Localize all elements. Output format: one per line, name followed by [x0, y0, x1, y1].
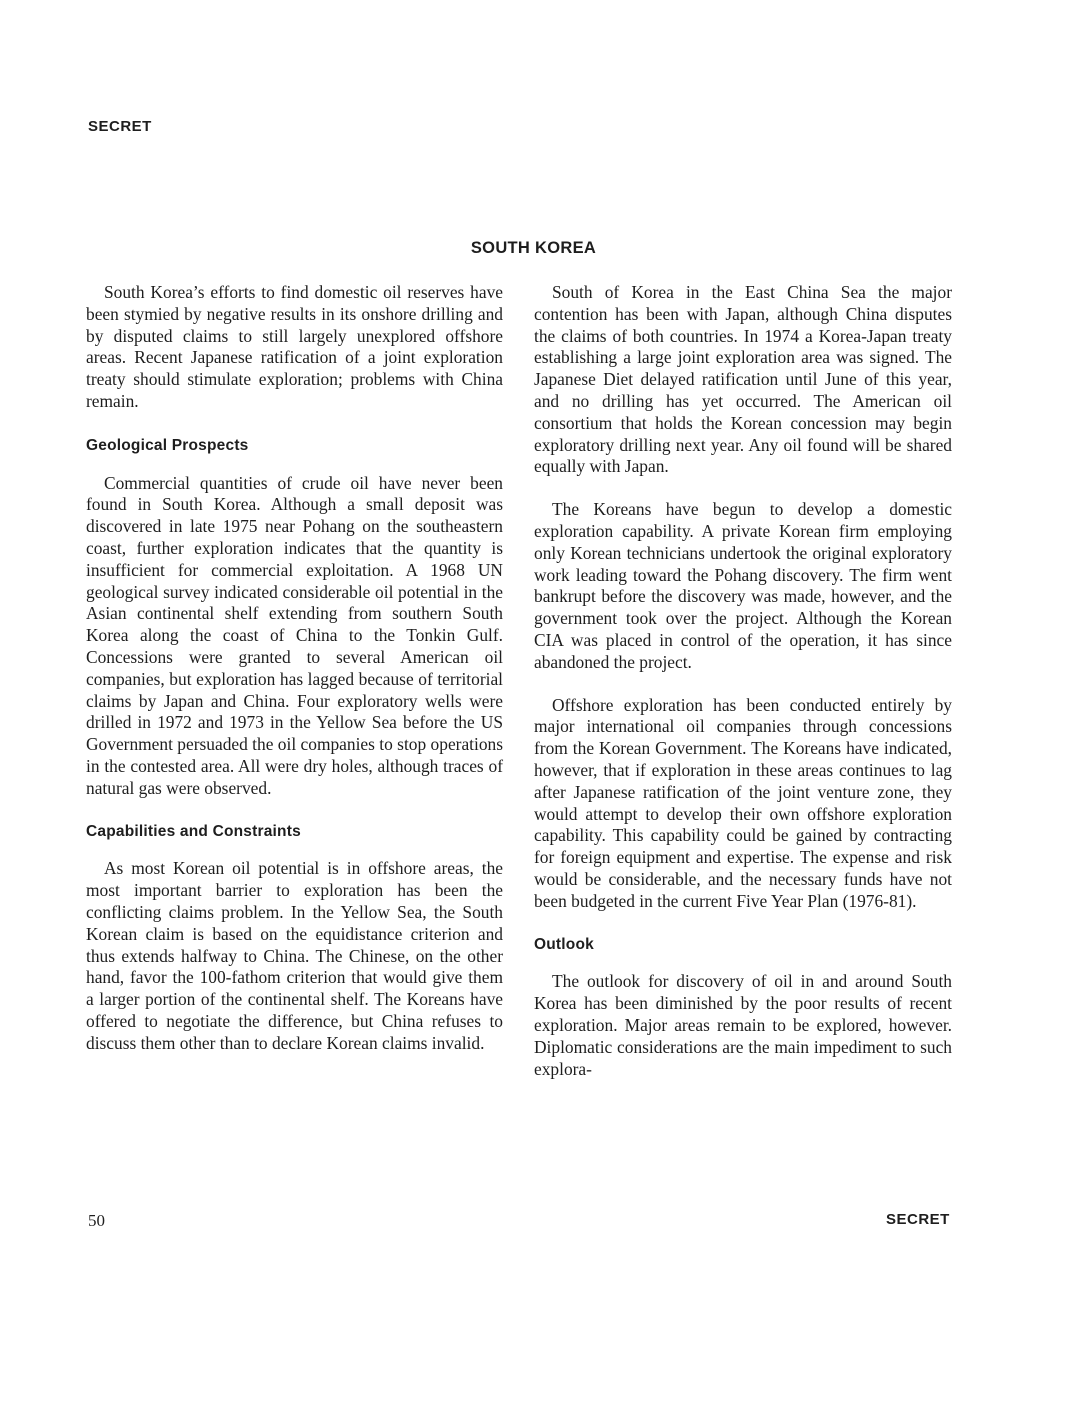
intro-paragraph: South Korea’s efforts to find domestic oil reserves have been stymied by negative results in its onshore drilling and by disputed claims to still largely unexplored offshore areas. Recent Japanese ratification of a joint exploration treaty should stimulate exploration; problems with China remain. [86, 282, 503, 411]
page-title: SOUTH KOREA [470, 239, 597, 257]
page-number: 50 [88, 1211, 105, 1230]
section-heading-capabilities: Capabilities and Constraints [86, 822, 301, 840]
offshore-paragraph: Offshore exploration has been conducted entirely by major international oil companies through concessions from the Korean Government. The Koreans have indicated, however, that if exploration in these areas continues to lag after Japanese ratification of the joint venture zone, they would attempt to develop their own offshore exploration capability. This capability could be gained by contracting for foreign equipment and expertise. The expense and risk would be considerable, and the necessary funds have not been budgeted in the current Five Year Plan (1976-81). [534, 694, 952, 911]
section-heading-outlook: Outlook [534, 935, 594, 953]
right-column [534, 282, 952, 1101]
left-column [86, 282, 503, 1076]
domestic-capability-paragraph: The Koreans have begun to develop a domestic exploration capability. A private Korean firm employing only Korean technicians undertook the original exploratory work leading toward the Pohang discovery. The firm went bankrupt before the discovery was made, however, and the government took over the project. Although the Korean CIA was placed in control of the operation, it has since abandoned the project. [534, 499, 952, 672]
east-china-sea-paragraph: South of Korea in the East China Sea the major contention has been with Japan, although China disputes the claims of both countries. In 1974 a Korea-Japan treaty establishing a large joint exploration area was signed. The Japanese Diet delayed ratification until June of this year, and no drilling has yet occurred. The American oil consortium that holds the Korean concession may begin exploratory drilling next year. Any oil found will be shared equally with Japan. [534, 282, 952, 477]
section-heading-geological: Geological Prospects [86, 436, 249, 454]
geological-paragraph: Commercial quantities of crude oil have never been found in South Korea. Although a small deposit was discovered in late 1975 near Pohang on the southeastern coast, further exploration indicates that the quantity is insufficient for commercial exploitation. A 1968 UN geological survey indicated considerable oil potential in the Asian continental shelf extending from southern South Korea along the coast of China to the Tonkin Gulf. Concessions were granted to several American oil companies, but exploration has lagged because of territorial claims by Japan and China. Four exploratory wells were drilled in 1972 and 1973 in the Yellow Sea before the US Government persuaded the oil companies to stop operations in the contested area. All were dry holes, although traces of natural gas were observed. [86, 472, 503, 798]
capabilities-paragraph: As most Korean oil potential is in offshore areas, the most important barrier to exploration has been the conflicting claims problem. In the Yellow Sea, the South Korean claim is based on the equidistance criterion and thus extends halfway to China. The Chinese, on the other hand, favor the 100-fathom criterion that would give them a larger portion of the continental shelf. The Koreans have offered to negotiate the difference, but China refuses to discuss them other than to declare Korean claims invalid. [86, 858, 503, 1053]
classification-marking-top: SECRET [88, 118, 152, 135]
outlook-paragraph: The outlook for discovery of oil in and around South Korea has been diminished by the poor results of recent exploration. Major areas remain to be explored, however. Diplomatic considerations are the main impediment to such explora- [534, 971, 952, 1079]
classification-marking-bottom: SECRET [886, 1211, 950, 1228]
